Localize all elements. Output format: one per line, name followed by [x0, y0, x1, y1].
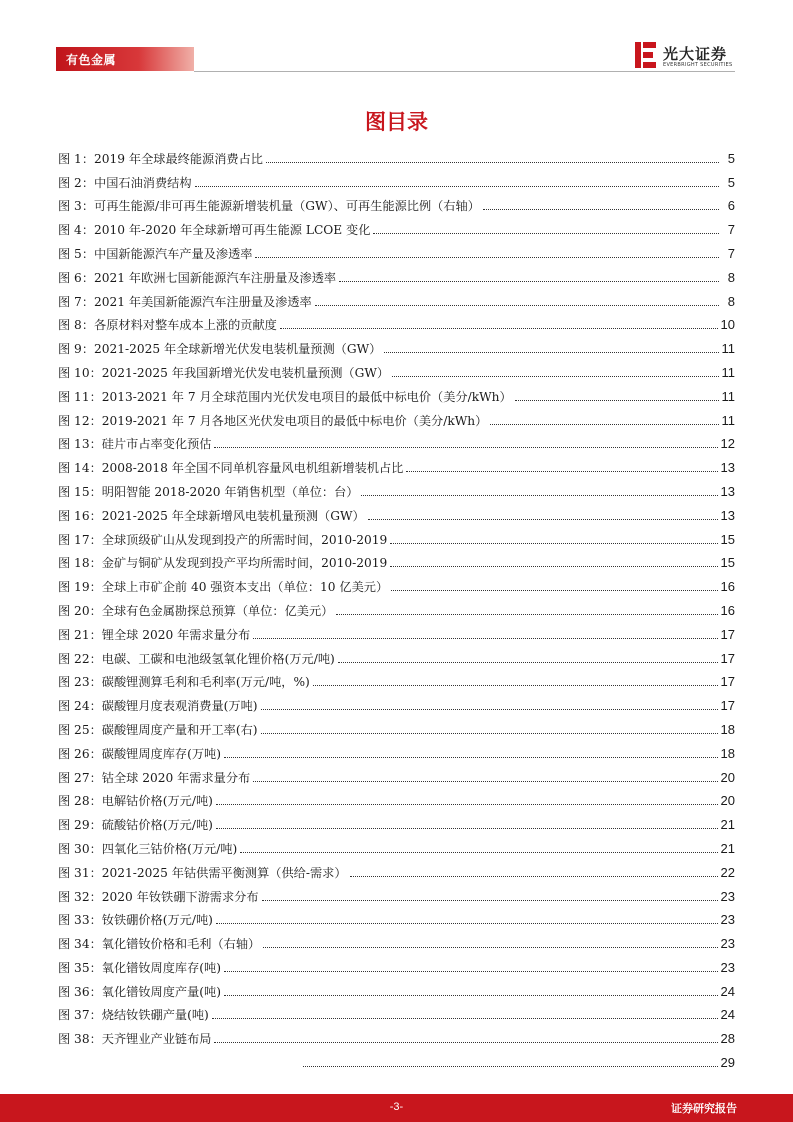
header-section-tag: [56, 47, 194, 71]
toc-entry-title: 2021 年美国新能源汽车注册量及渗透率: [94, 294, 312, 309]
page-title: 图目录: [365, 110, 428, 134]
toc-entry-number: 图 36：: [58, 984, 102, 999]
toc-entry-number: 图 2：: [58, 175, 95, 190]
toc-entry-page: 10: [720, 317, 735, 333]
toc-leader-dots: [224, 971, 718, 972]
toc-leader-dots: [490, 424, 718, 425]
toc-entry-title: 烧结钕铁硼产量(吨): [101, 1008, 209, 1023]
toc-leader-dots: [336, 614, 717, 615]
toc-entry[interactable]: [58, 309, 735, 333]
toc-leader-dots: [339, 281, 719, 282]
toc-entry-page: 23: [720, 888, 735, 904]
toc-entry-page: 5: [727, 174, 735, 190]
toc-entry-number: 图 17：: [58, 532, 102, 547]
toc-entry-number: 图 34：: [58, 937, 102, 952]
toc-entry[interactable]: [58, 475, 735, 499]
toc-entry-page: 11: [721, 364, 735, 380]
toc-entry-number: 图 30：: [58, 841, 102, 856]
toc-entry-page: 15: [720, 555, 735, 571]
toc-entry-number: 图 7：: [58, 294, 95, 309]
toc-leader-dots: [212, 1018, 718, 1019]
toc-entry-title: 电解钴价格(万元/吨): [101, 794, 213, 809]
toc-entry-page: 21: [720, 817, 735, 833]
toc-leader-dots: [224, 995, 718, 996]
toc-leader-dots: [361, 495, 717, 496]
toc-entry[interactable]: [58, 832, 735, 856]
toc-entry[interactable]: [58, 428, 735, 452]
toc-entry-title: 中国石油消费结构: [94, 175, 192, 190]
toc-entry-number: 图 9：: [58, 342, 95, 357]
toc-entry-number: 图 28：: [58, 794, 102, 809]
toc-entry-title: 锂全球 2020 年需求量分布: [101, 627, 251, 642]
toc-entry-page: 8: [727, 293, 735, 309]
toc-entry-number: 图 5：: [58, 246, 95, 261]
toc-entry-title: 可再生能源/非可再生能源新增装机量（GW）、可再生能源比例（右轴）: [94, 199, 480, 214]
toc-entry-title: 金矿与铜矿从发现到投产平均所需时间，2010-2019: [101, 556, 388, 571]
toc-leader-dots: [214, 447, 717, 448]
logo-chinese-name: 光大证券: [663, 45, 728, 63]
toc-entry[interactable]: [58, 713, 735, 737]
toc-entry-page: 12: [720, 436, 735, 452]
toc-entry-title: 2013-2021 年 7 月全球范围内光伏发电项目的最低中标电价（美分/kWh）: [101, 389, 512, 404]
toc-entry-title: 2021 年欧洲七国新能源汽车注册量及渗透率: [94, 270, 337, 285]
toc-entry[interactable]: [58, 523, 735, 547]
toc-entry-title: 碳酸锂周度产量和开工率(右): [101, 722, 258, 737]
toc-entry-page: 11: [721, 412, 735, 428]
logo-english-name: EVERBRIGHT SECURITIES: [663, 62, 733, 68]
toc-entry-title: 各原材料对整车成本上涨的贡献度: [94, 318, 277, 333]
toc-entry-number: 图 37：: [58, 1008, 102, 1023]
toc-entry-title: 2021-2025 年我国新增光伏发电装机量预测（GW）: [101, 365, 390, 380]
toc-entry-number: 图 1：: [58, 151, 95, 166]
toc-leader-dots: [280, 328, 718, 329]
toc-entry-page: 5: [727, 150, 735, 166]
toc-entry-number: 图 31：: [58, 865, 102, 880]
toc-entry[interactable]: [58, 285, 735, 309]
toc-entry-title: 钕铁硼价格(万元/吨): [101, 913, 213, 928]
toc-entry-page: 11: [721, 388, 735, 404]
toc-leader-dots: [266, 162, 719, 163]
toc-entry-number: 图 33：: [58, 913, 102, 928]
toc-entry[interactable]: [58, 594, 735, 618]
toc-entry-number: 图 8：: [58, 318, 95, 333]
toc-leader-dots: [253, 638, 717, 639]
toc-leader-dots: [224, 757, 718, 758]
toc-entry-number: 图 16：: [58, 508, 102, 523]
toc-entry-page: 24: [720, 983, 735, 999]
toc-entry-page: 15: [720, 531, 735, 547]
toc-entry-number: 图 19：: [58, 580, 102, 595]
toc-entry-page: 7: [727, 245, 735, 261]
toc-entry[interactable]: [58, 618, 735, 642]
toc-entry[interactable]: [58, 380, 735, 404]
toc-entry[interactable]: [58, 499, 735, 523]
toc-entry[interactable]: [58, 761, 735, 785]
toc-entry-title: 2008-2018 年全国不同单机容量风电机组新增装机占比: [101, 461, 404, 476]
toc-entry[interactable]: [58, 1022, 735, 1046]
toc-entry-number: 图 26：: [58, 746, 102, 761]
toc-entry-number: 图 32：: [58, 889, 102, 904]
toc-leader-dots: [216, 828, 718, 829]
toc-entry[interactable]: [58, 880, 735, 904]
toc-leader-dots: [373, 233, 719, 234]
toc-entry-number: 图 13：: [58, 437, 102, 452]
toc-entry-number: 图 25：: [58, 722, 102, 737]
toc-entry-title: 碳酸锂月度表观消费量(万吨): [101, 699, 258, 714]
toc-entry-title: 天齐锂业产业链布局: [101, 1032, 212, 1047]
toc-entry-number: 图 4：: [58, 223, 95, 238]
footer-report-label: 证券研究报告: [671, 1102, 737, 1115]
toc-entry-page: 24: [720, 1007, 735, 1023]
toc-leader-dots: [263, 947, 717, 948]
toc-leader-dots: [368, 519, 718, 520]
toc-leader-dots: [350, 876, 718, 877]
toc-leader-dots: [390, 566, 717, 567]
toc-entry-page: 11: [721, 341, 735, 357]
toc-leader-dots: [216, 923, 718, 924]
toc-leader-dots: [406, 471, 717, 472]
toc-entry[interactable]: [58, 642, 735, 666]
toc-entry-number: 图 24：: [58, 699, 102, 714]
toc-entry-title: 氧化镨钕价格和毛利（右轴）: [101, 937, 261, 952]
toc-entry-number: 图 3：: [58, 199, 95, 214]
toc-entry-page: 13: [720, 507, 735, 523]
toc-entry-title: 钴全球 2020 年需求量分布: [101, 770, 251, 785]
toc-entry-page: 7: [727, 222, 735, 238]
toc-entry-title: 碳酸锂测算毛利和毛利率(万元/吨，%): [101, 675, 310, 690]
toc-entry[interactable]: [58, 142, 735, 166]
toc-entry-page: 18: [720, 721, 735, 737]
toc-entry-page: 28: [720, 1031, 735, 1047]
toc-entry-page: 13: [720, 460, 735, 476]
toc-entry-page: 18: [720, 745, 735, 761]
toc-entry-title: 碳酸锂周度库存(万吨): [101, 746, 221, 761]
toc-entry-page: 20: [720, 793, 735, 809]
toc-entry-number: 图 21：: [58, 627, 102, 642]
toc-leader-dots: [195, 186, 719, 187]
figure-toc-list: [58, 142, 735, 1070]
toc-leader-dots: [216, 804, 718, 805]
toc-entry-number: 图 18：: [58, 556, 102, 571]
toc-entry-title: 氧化镨钕周度产量(吨): [101, 984, 221, 999]
toc-entry-title: 氧化镨钕周度库存(吨): [101, 960, 221, 975]
toc-entry-number: 图 38：: [58, 1032, 102, 1047]
toc-entry-title: 电碳、工碳和电池级氢氧化锂价格(万元/吨): [101, 651, 335, 666]
toc-entry-page: 29: [720, 1055, 735, 1071]
toc-entry[interactable]: [58, 808, 735, 832]
toc-entry-title: 全球有色金属勘探总预算（单位：亿美元）: [101, 603, 334, 618]
toc-entry-title: 2019 年全球最终能源消费占比: [94, 151, 263, 166]
toc-entry[interactable]: [58, 927, 735, 951]
toc-entry[interactable]: [58, 570, 735, 594]
toc-leader-dots: [384, 352, 718, 353]
toc-entry-page: 6: [727, 198, 735, 214]
toc-entry-page: 23: [720, 959, 735, 975]
toc-entry[interactable]: [58, 666, 735, 690]
toc-entry-page: 17: [720, 698, 735, 714]
toc-leader-dots: [214, 1042, 717, 1043]
toc-entry-page: 13: [720, 483, 735, 499]
toc-leader-dots: [392, 376, 718, 377]
toc-leader-dots: [261, 733, 718, 734]
toc-entry[interactable]: [58, 904, 735, 928]
toc-entry-number: 图 27：: [58, 770, 102, 785]
toc-leader-dots: [303, 1066, 718, 1067]
toc-leader-dots: [261, 709, 718, 710]
toc-entry[interactable]: [58, 737, 735, 761]
toc-entry-number: 图 10：: [58, 365, 102, 380]
toc-entry[interactable]: [58, 689, 735, 713]
toc-entry-number: 图 22：: [58, 651, 102, 666]
toc-entry-title: 全球顶级矿山从发现到投产的所需时间，2010-2019: [101, 532, 388, 547]
toc-entry-number: 图 14：: [58, 461, 102, 476]
toc-entry-title: 2010 年-2020 年全球新增可再生能源 LCOE 变化: [94, 223, 371, 238]
toc-entry-page: 23: [720, 912, 735, 928]
toc-entry-number: 图 6：: [58, 270, 95, 285]
toc-entry-number: 图 23：: [58, 675, 102, 690]
toc-entry-title: 2021-2025 年全球新增风电装机量预测（GW）: [101, 508, 365, 523]
toc-leader-dots: [391, 590, 717, 591]
toc-entry-page: 16: [720, 579, 735, 595]
toc-leader-dots: [253, 781, 717, 782]
toc-entry[interactable]: [58, 975, 735, 999]
toc-entry[interactable]: [58, 951, 735, 975]
toc-entry-number: 图 35：: [58, 960, 102, 975]
toc-entry-page: 17: [720, 626, 735, 642]
toc-entry-title: 2019-2021 年 7 月各地区光伏发电项目的最低中标电价（美分/kWh）: [101, 413, 488, 428]
toc-leader-dots: [515, 400, 719, 401]
toc-entry[interactable]: [58, 404, 735, 428]
toc-entry[interactable]: [58, 190, 735, 214]
toc-entry[interactable]: [58, 237, 735, 261]
toc-entry-number: 图 12：: [58, 413, 102, 428]
everbright-logo: [633, 40, 737, 72]
toc-entry-title: 四氧化三钴价格(万元/吨): [101, 841, 238, 856]
toc-entry-title: 明阳智能 2018-2020 年销售机型（单位：台）: [101, 484, 359, 499]
toc-leader-dots: [338, 662, 718, 663]
toc-entry-number: 图 11：: [58, 389, 102, 404]
footer-page-number: -3-: [389, 1101, 404, 1113]
toc-entry[interactable]: [58, 261, 735, 285]
toc-entry-page: 23: [720, 936, 735, 952]
toc-entry-title: 2020 年钕铁硼下游需求分布: [101, 889, 259, 904]
toc-entry-number: 图 15：: [58, 484, 102, 499]
toc-entry-number: 图 29：: [58, 818, 102, 833]
toc-entry-title: 2021-2025 年钴供需平衡测算（供给-需求）: [101, 865, 347, 880]
toc-entry[interactable]: [58, 856, 735, 880]
toc-entry[interactable]: [58, 332, 735, 356]
toc-entry[interactable]: [58, 547, 735, 571]
footer-bar: [0, 1094, 793, 1122]
toc-entry-page: 22: [720, 864, 735, 880]
toc-continuation-entry: [303, 1046, 735, 1070]
toc-entry-page: 21: [720, 840, 735, 856]
toc-entry-title: 硅片市占率变化预估: [101, 437, 212, 452]
toc-entry-page: 16: [720, 602, 735, 618]
toc-leader-dots: [255, 257, 719, 258]
toc-entry-title: 中国新能源汽车产量及渗透率: [94, 246, 253, 261]
toc-entry[interactable]: [58, 356, 735, 380]
toc-entry[interactable]: [58, 166, 735, 190]
toc-entry-number: 图 20：: [58, 603, 102, 618]
toc-entry-title: 2021-2025 年全球新增光伏发电装机量预测（GW）: [94, 342, 382, 357]
toc-leader-dots: [313, 685, 718, 686]
toc-leader-dots: [390, 543, 717, 544]
toc-entry-page: 20: [720, 769, 735, 785]
toc-entry[interactable]: [58, 451, 735, 475]
toc-entry[interactable]: [58, 213, 735, 237]
toc-entry[interactable]: [58, 785, 735, 809]
everbright-logo-mark-icon: [633, 40, 659, 70]
toc-entry-page: 17: [720, 674, 735, 690]
toc-entry-page: 8: [727, 269, 735, 285]
toc-entry[interactable]: [58, 999, 735, 1023]
toc-entry-title: 硫酸钴价格(万元/吨): [101, 818, 213, 833]
toc-leader-dots: [240, 852, 717, 853]
toc-leader-dots: [483, 209, 719, 210]
section-label: 有色金属: [66, 52, 117, 67]
toc-leader-dots: [262, 900, 718, 901]
toc-leader-dots: [315, 305, 719, 306]
toc-entry-page: 17: [720, 650, 735, 666]
toc-entry-title: 全球上市矿企前 40 强资本支出（单位：10 亿美元）: [101, 580, 389, 595]
